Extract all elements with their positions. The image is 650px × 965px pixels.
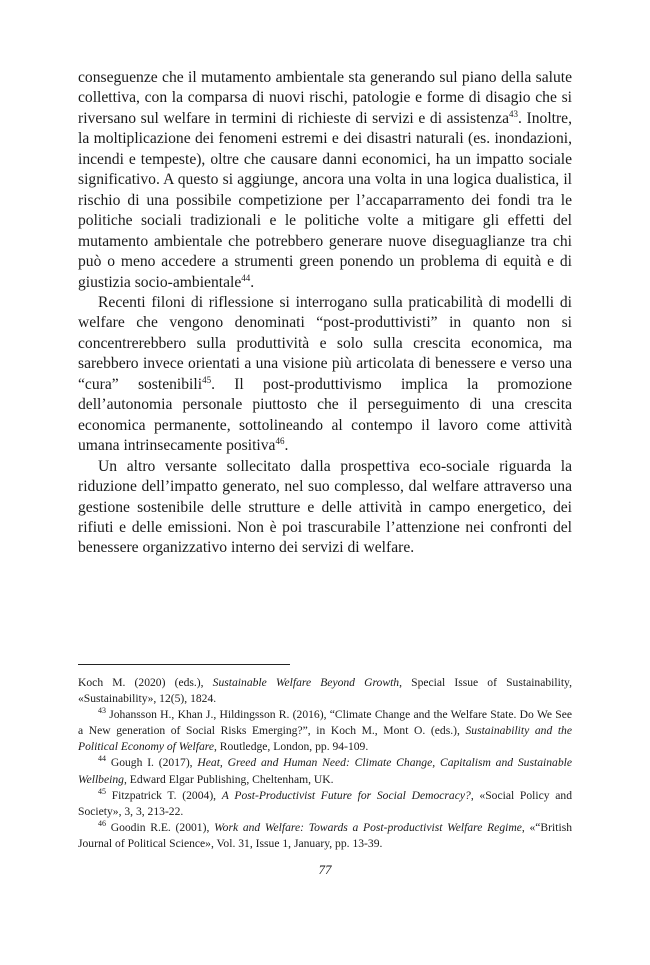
italic-title: Heat, Greed and Human Need: Climate Change, Capitalism and Sustainable Wellbeing: [78, 756, 572, 786]
text-run: , «Social Policy and Society», 3, 3, 213-22.: [78, 788, 572, 818]
text-run: Johansson H., Khan J., Hildingsson R. (2016), “Climate Change and the Welfare State. Do We See a New generation of Social Risks Emerging?”, in Koch M., Mont O. (eds.),: [78, 708, 572, 738]
text-run: , Special Issue of Sustainability, «Sustainability», 12(5), 1824.: [78, 676, 572, 706]
footnote-5: [78, 820, 572, 852]
footnote-ref: 45: [98, 786, 106, 796]
text-run: conseguenze che il mutamento ambientale sta generando sul piano della salute collettiva, con la comparsa di nuovi rischi, patologie e forme di disagio che si riversano sul welfare in termini di richieste di servizi e di assistenza: [78, 69, 572, 127]
footnote-ref: 43: [509, 108, 519, 119]
footnote-ref: 46: [98, 818, 106, 828]
footnote-ref: 43: [98, 706, 106, 716]
paragraph-2: [78, 293, 572, 457]
text-run: .: [250, 273, 255, 291]
text-run: Fitzpatrick T. (2004),: [106, 788, 222, 802]
paragraph-3: [78, 457, 572, 559]
text-run: . Inoltre, la moltiplicazione dei fenomeni estremi e dei disastri naturali (es. inondazioni, incendi e tempeste), oltre che causare danni economici, ha un impatto sociale significativo. A questo si aggiunge, ancora una volta in una logica dualistica, il rischio di una possibile competizione per l’accaparramento dei fondi tra le politiche sociali tradizionali e le politiche volte a mitigare gli effetti del mutamento ambientale che potrebbero generare nuove diseguaglianze tra chi può o meno accedere a strumenti green ponendo un problema di equità e di giustizia socio-ambientale: [78, 109, 572, 291]
italic-title: Sustainability and the Political Economy of Welfare: [78, 724, 573, 754]
footnote-ref: 44: [241, 272, 251, 283]
page-body: [78, 68, 572, 559]
footnote-ref: 45: [202, 374, 212, 385]
text-run: , «“British Journal of Political Science», Vol. 31, Issue 1, January, pp. 13-39.: [78, 820, 572, 850]
page-number: 77: [318, 862, 332, 877]
text-run: , Edward Elgar Publishing, Cheltenham, UK.: [123, 772, 334, 786]
text-run: Recenti filoni di riflessione si interrogano sulla praticabilità di modelli di welfare che vengono denominati “post-produttivisti” in quanto non si concentrerebbero sulla produttività e solo sulla crescita economica, ma sarebbero invece orientati a una visione più articolata di benessere e verso una “cura” sostenibili: [78, 293, 572, 393]
text-run: Koch M. (2020) (eds.),: [78, 676, 213, 689]
footnote-4: [78, 788, 572, 820]
text-run: .: [284, 437, 289, 455]
text-run: Un altro versante sollecitato dalla prospettiva eco-sociale riguarda la riduzione dell’impatto generato, nel suo complesso, dal welfare attraverso una gestione sostenibile delle strutture e delle attività in campo energetico, dei rifiuti e delle emissioni. Non è poi trascurabile l’attenzione nei confronti del benessere organizzativo interno dei servizi di welfare.: [78, 457, 572, 557]
italic-title: Work and Welfare: Towards a Post-productivist Welfare Regime: [214, 820, 522, 834]
text-run: , Routledge, London, pp. 94-109.: [213, 740, 369, 754]
main-text: [78, 68, 572, 559]
text-run: . Il post-produttivismo implica la promozione dell’autonomia personale piuttosto che il perseguimento di una crescita economica permanente, sottolineando al contempo il lavoro come attività umana intrinsecamente positiva: [78, 375, 573, 455]
footnote-separator: [78, 664, 290, 665]
footnote-2: [78, 707, 572, 755]
footnote-1: [78, 675, 572, 707]
text-run: Goodin R.E. (2001),: [106, 820, 215, 834]
text-run: Gough I. (2017),: [106, 756, 198, 770]
footnotes: [78, 675, 572, 852]
footnote-3: [78, 755, 572, 787]
footnote-ref: 44: [98, 754, 106, 764]
footnote-ref: 46: [275, 435, 285, 446]
italic-title: Sustainable Welfare Beyond Growth: [212, 676, 400, 689]
paragraph-1: [78, 68, 572, 293]
italic-title: A Post-Productivist Future for Social Democracy?: [221, 788, 471, 802]
